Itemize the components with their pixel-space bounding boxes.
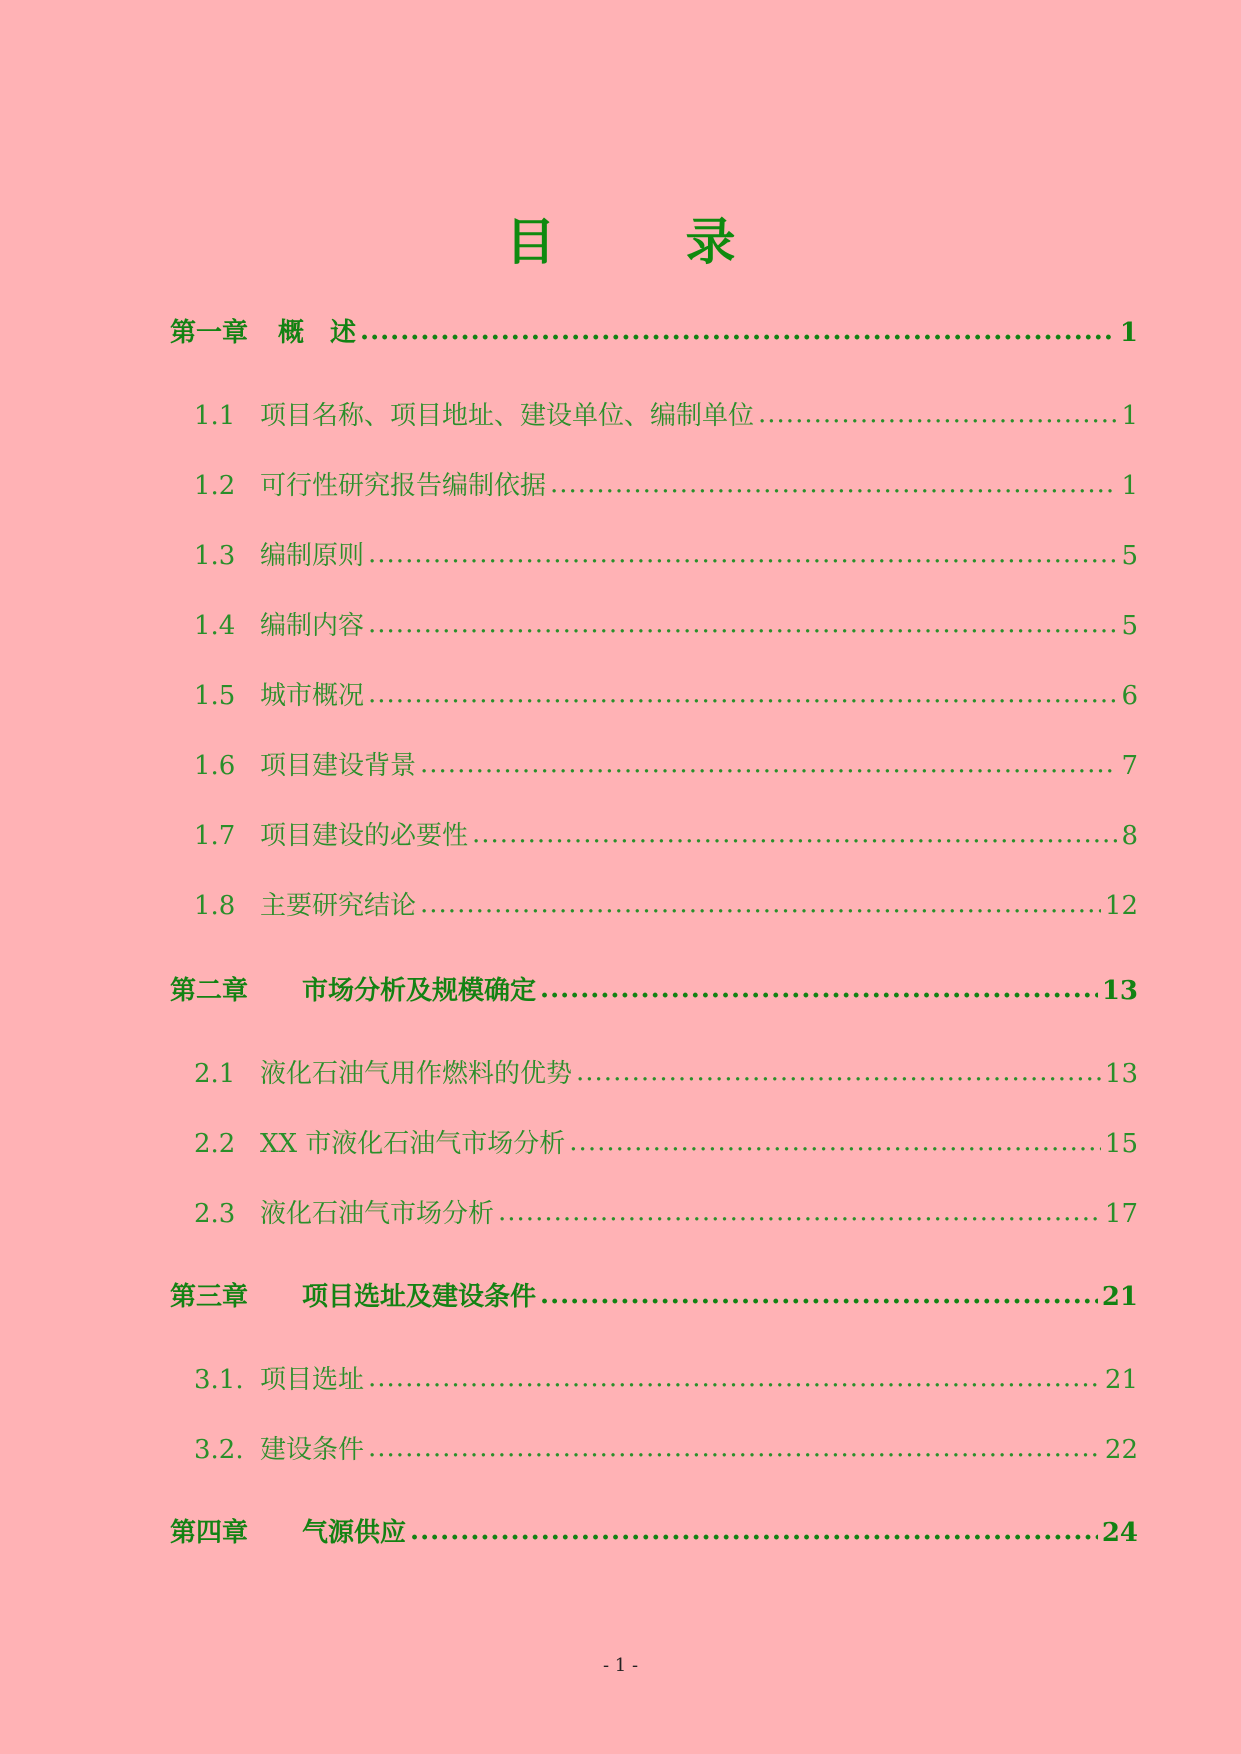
toc-number: 第二章 bbox=[170, 976, 249, 1006]
toc-section-3-1[interactable] bbox=[170, 1359, 1138, 1396]
toc-chapter-2[interactable] bbox=[170, 970, 1138, 1007]
toc-leader-dots bbox=[368, 609, 1117, 639]
toc-leader-dots bbox=[569, 1127, 1101, 1157]
toc-number: 1.3 bbox=[194, 541, 236, 571]
toc-section-1-6[interactable] bbox=[170, 745, 1138, 782]
page-title: 目 录 bbox=[505, 212, 776, 271]
toc-number: 2.3 bbox=[194, 1199, 236, 1229]
toc-page-number: 13 bbox=[1104, 1059, 1138, 1089]
toc-section-2-1[interactable] bbox=[170, 1053, 1138, 1090]
toc-page-number: 21 bbox=[1104, 1365, 1138, 1395]
toc-leader-dots bbox=[368, 1433, 1101, 1463]
toc-page-number: 24 bbox=[1101, 1518, 1138, 1548]
toc-title: 项目名称、项目地址、建设单位、编制单位 bbox=[260, 401, 755, 431]
toc-leader-dots bbox=[368, 679, 1117, 709]
toc-leader-dots bbox=[360, 316, 1116, 346]
toc-leader-dots bbox=[420, 889, 1101, 919]
toc-number: 3.1. bbox=[194, 1365, 244, 1395]
toc-title: 编制原则 bbox=[260, 541, 365, 571]
toc-page-number: 15 bbox=[1104, 1129, 1138, 1159]
toc-leader-dots bbox=[540, 974, 1098, 1004]
toc-section-1-2[interactable] bbox=[170, 465, 1138, 502]
toc-page-number: 1 bbox=[1121, 401, 1138, 431]
toc-page-number: 12 bbox=[1104, 891, 1138, 921]
toc-number: 1.4 bbox=[194, 611, 236, 641]
toc-leader-dots bbox=[540, 1280, 1098, 1310]
toc-number: 2.1 bbox=[194, 1059, 236, 1089]
toc-section-2-3[interactable] bbox=[170, 1193, 1138, 1230]
toc-leader-dots bbox=[368, 1363, 1101, 1393]
toc-page-number: 1 bbox=[1121, 471, 1138, 501]
toc-leader-dots bbox=[498, 1197, 1101, 1227]
toc-title: 概 述 bbox=[278, 318, 357, 348]
toc-chapter-1[interactable] bbox=[170, 312, 1138, 349]
toc-page-number: 5 bbox=[1121, 541, 1138, 571]
toc-chapter-4[interactable] bbox=[170, 1512, 1138, 1549]
toc-number: 1.6 bbox=[194, 751, 236, 781]
toc-title: 项目建设的必要性 bbox=[260, 821, 469, 851]
toc-number: 3.2. bbox=[194, 1435, 244, 1465]
toc-number: 第三章 bbox=[170, 1282, 249, 1312]
toc-leader-dots bbox=[410, 1516, 1098, 1546]
toc-title: 市场分析及规模确定 bbox=[302, 976, 537, 1006]
toc-page-number: 21 bbox=[1101, 1282, 1138, 1312]
toc-number: 1.1 bbox=[194, 401, 236, 431]
toc-section-1-7[interactable] bbox=[170, 815, 1138, 852]
toc-leader-dots bbox=[368, 539, 1117, 569]
toc-title: 建设条件 bbox=[260, 1435, 365, 1465]
toc-title: 液化石油气用作燃料的优势 bbox=[260, 1059, 573, 1089]
toc-chapter-3[interactable] bbox=[170, 1276, 1138, 1313]
toc-leader-dots bbox=[550, 469, 1117, 499]
toc-number: 2.2 bbox=[194, 1129, 236, 1159]
toc-section-1-3[interactable] bbox=[170, 535, 1138, 572]
toc-page-number: 5 bbox=[1121, 611, 1138, 641]
toc-title: 主要研究结论 bbox=[260, 891, 417, 921]
toc-title: 项目建设背景 bbox=[260, 751, 417, 781]
toc-page-number: 8 bbox=[1121, 821, 1138, 851]
toc-page-number: 1 bbox=[1119, 318, 1138, 348]
toc-section-1-4[interactable] bbox=[170, 605, 1138, 642]
toc-section-2-2[interactable] bbox=[170, 1123, 1138, 1160]
toc-number: 第四章 bbox=[170, 1518, 249, 1548]
toc-title: 城市概况 bbox=[260, 681, 365, 711]
toc-page-number: 6 bbox=[1121, 681, 1138, 711]
toc-leader-dots bbox=[472, 819, 1117, 849]
toc-leader-dots bbox=[576, 1057, 1101, 1087]
toc-section-1-1[interactable] bbox=[170, 395, 1138, 432]
toc-page-number: 17 bbox=[1104, 1199, 1138, 1229]
toc-page-number: 7 bbox=[1121, 751, 1138, 781]
toc-title: 液化石油气市场分析 bbox=[260, 1199, 495, 1229]
toc-section-1-5[interactable] bbox=[170, 675, 1138, 712]
toc-title: 项目选址及建设条件 bbox=[302, 1282, 537, 1312]
toc-title: XX 市液化石油气市场分析 bbox=[260, 1129, 566, 1159]
toc-leader-dots bbox=[420, 749, 1117, 779]
toc-title: 气源供应 bbox=[302, 1518, 407, 1548]
page-number: - 1 - bbox=[602, 1655, 639, 1676]
toc-section-1-8[interactable] bbox=[170, 885, 1138, 922]
toc-page-number: 22 bbox=[1104, 1435, 1138, 1465]
toc-leader-dots bbox=[758, 399, 1117, 429]
toc-number: 1.5 bbox=[194, 681, 236, 711]
toc-section-3-2[interactable] bbox=[170, 1429, 1138, 1466]
toc-title: 编制内容 bbox=[260, 611, 365, 641]
toc-number: 第一章 bbox=[170, 318, 249, 348]
toc-number: 1.2 bbox=[194, 471, 236, 501]
toc-number: 1.8 bbox=[194, 891, 236, 921]
toc-number: 1.7 bbox=[194, 821, 236, 851]
toc-title: 项目选址 bbox=[260, 1365, 365, 1395]
toc-title: 可行性研究报告编制依据 bbox=[260, 471, 547, 501]
toc-page-number: 13 bbox=[1101, 976, 1138, 1006]
